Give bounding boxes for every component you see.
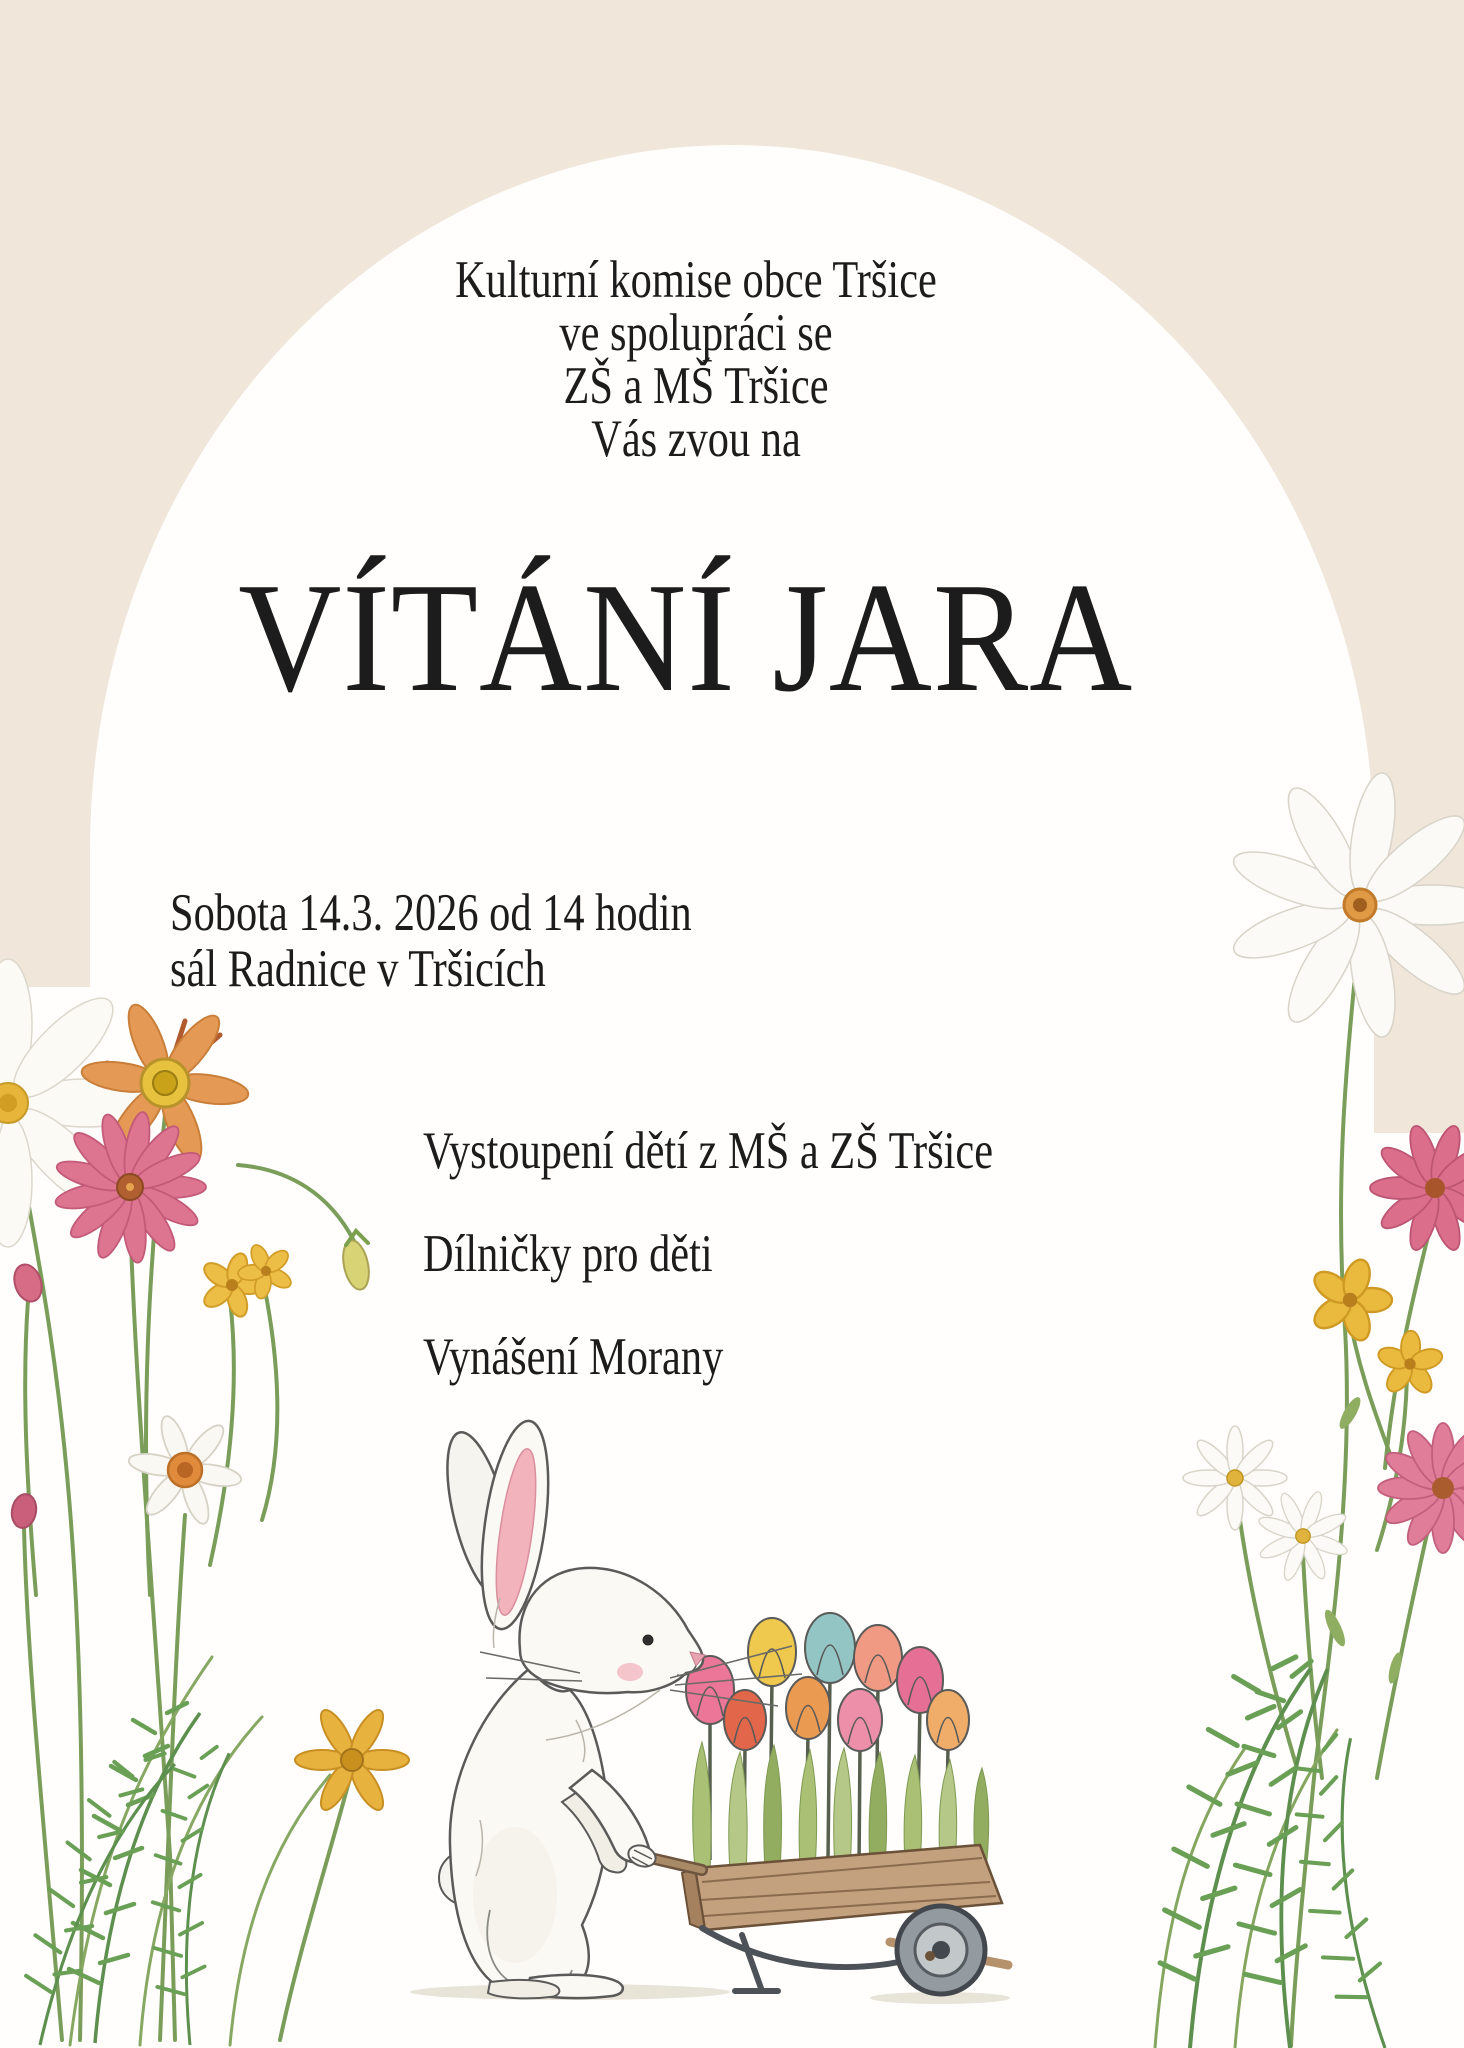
organizer-line-3: ZŠ a MŠ Tršice [563,357,829,415]
organizer-line-1: Kulturní komise obce Tršice [455,251,937,309]
bunny-cheek [617,1663,643,1681]
poster-title [166,550,1206,724]
bunny-head [519,1568,703,1693]
large-white-daisy [1227,770,1464,1041]
watercolor-flowers-right-illustration [1095,768,1464,2048]
program-item-2: Dílničky pro děti [423,1225,713,1283]
program-block [423,1124,993,1433]
tulip-flowers [686,1613,969,1751]
program-item-3: Vynášení Morany [423,1328,724,1386]
organizer-block [376,251,1016,468]
event-date: Sobota 14.3. 2026 od 14 hodin [170,884,692,942]
event-venue: sál Radnice v Tršicích [170,940,546,998]
bunny-wheelbarrow-illustration [330,1390,1120,2048]
poster-title-text: VÍTÁNÍ JARA [238,550,1134,724]
wheelbarrow [682,1845,1008,1994]
program-item-1: Vystoupení dětí z MŠ a ZŠ Tršice [423,1122,994,1180]
wheelbarrow-leg [735,1935,778,1991]
bunny-eye [643,1635,654,1646]
bunny-foot-back [488,1980,559,1998]
organizer-line-4: Vás zvou na [591,410,801,468]
organizer-line-2: ve spolupráci se [559,304,833,362]
event-when-block [170,885,692,997]
